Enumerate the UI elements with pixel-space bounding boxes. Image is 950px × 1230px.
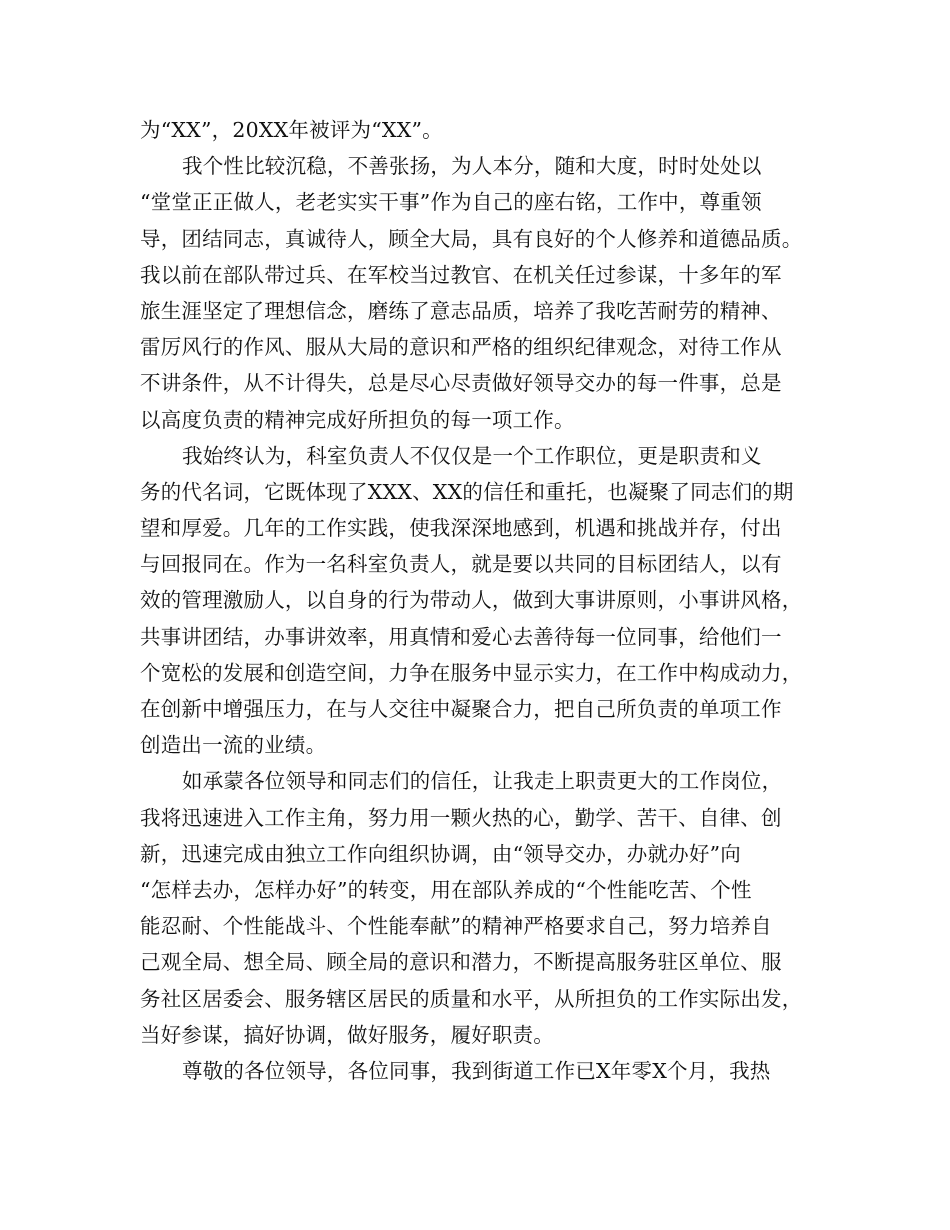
text-line: 望和厚爱。几年的工作实践，使我深深地感到，机遇和挑战并存，付出 [140,516,782,541]
text-line: 旅生涯坚定了理想信念，磨练了意志品质，培养了我吃苦耐劳的精神、 [140,298,782,323]
text-line: 雷厉风行的作风、服从大局的意识和严格的组织纪律观念，对待工作从 [140,335,782,360]
text-line: 为“XX”，20XX年被评为“XX”。 [140,118,443,142]
text-line: 共事讲团结，办事讲效率，用真情和爱心去善待每一位同事，给他们一 [140,624,782,649]
text-line: 创造出一流的业绩。 [140,733,327,758]
text-line: 在创新中增强压力，在与人交往中凝聚合力，把自己所负责的单项工作 [140,697,782,721]
text-line: “堂堂正正做人，老老实实干事”作为自己的座右铭，工作中，尊重领 [140,190,762,215]
text-line: 个宽松的发展和创造空间，力争在服务中显示实力，在工作中构成动力， [140,660,803,685]
paragraph-first-line: 如承蒙各位领导和同志们的信任，让我走上职责更大的工作岗位， [182,769,783,794]
text-line: 不讲条件，从不计得失，总是尽心尽责做好领导交办的每一件事，总是 [140,371,782,396]
text-line: “怎样去办，怎样办好”的转变，用在部队养成的“个性能吃苦、个性 [140,877,752,902]
paragraph-first-line: 我始终认为，科室负责人不仅仅是一个工作职位，更是职责和义 [182,443,762,468]
document-body [140,112,830,1089]
text-line: 能忍耐、个性能战斗、个性能奉献”的精神严格要求自己，努力培养自 [140,914,772,939]
text-line: 导，团结同志，真诚待人，顾全大局，具有良好的个人修养和道德品质。 [140,226,803,251]
text-line: 新，迅速完成由独立工作向组织协调，由“领导交办，办就办好”向 [140,841,741,866]
text-line: 以高度负责的精神完成好所担负的每一项工作。 [140,407,575,432]
text-line: 务社区居委会、服务辖区居民的质量和水平，从所担负的工作实际出发， [140,986,803,1011]
text-line: 务的代名词，它既体现了XXX、XX的信任和重托，也凝聚了同志们的期 [140,479,794,504]
text-line: 我以前在部队带过兵、在军校当过教官、在机关任过参谋，十多年的军 [140,262,782,287]
text-line: 效的管理激励人，以自身的行为带动人，做到大事讲原则，小事讲风格， [140,588,803,613]
text-line: 己观全局、想全局、顾全局的意识和潜力，不断提高服务驻区单位、服 [140,950,782,975]
text-line: 当好参谋，搞好协调，做好服务，履好职责。 [140,1022,554,1047]
text-line: 我将迅速进入工作主角，努力用一颗火热的心，勤学、苦干、自律、创 [140,805,782,830]
paragraph-first-line: 尊敬的各位领导，各位同事，我到街道工作已X年零X个月，我热 [182,1058,771,1083]
text-line: 与回报同在。作为一名科室负责人，就是要以共同的目标团结人，以有 [140,552,782,577]
paragraph-first-line: 我个性比较沉稳，不善张扬，为人本分，随和大度，时时处处以 [182,154,762,179]
